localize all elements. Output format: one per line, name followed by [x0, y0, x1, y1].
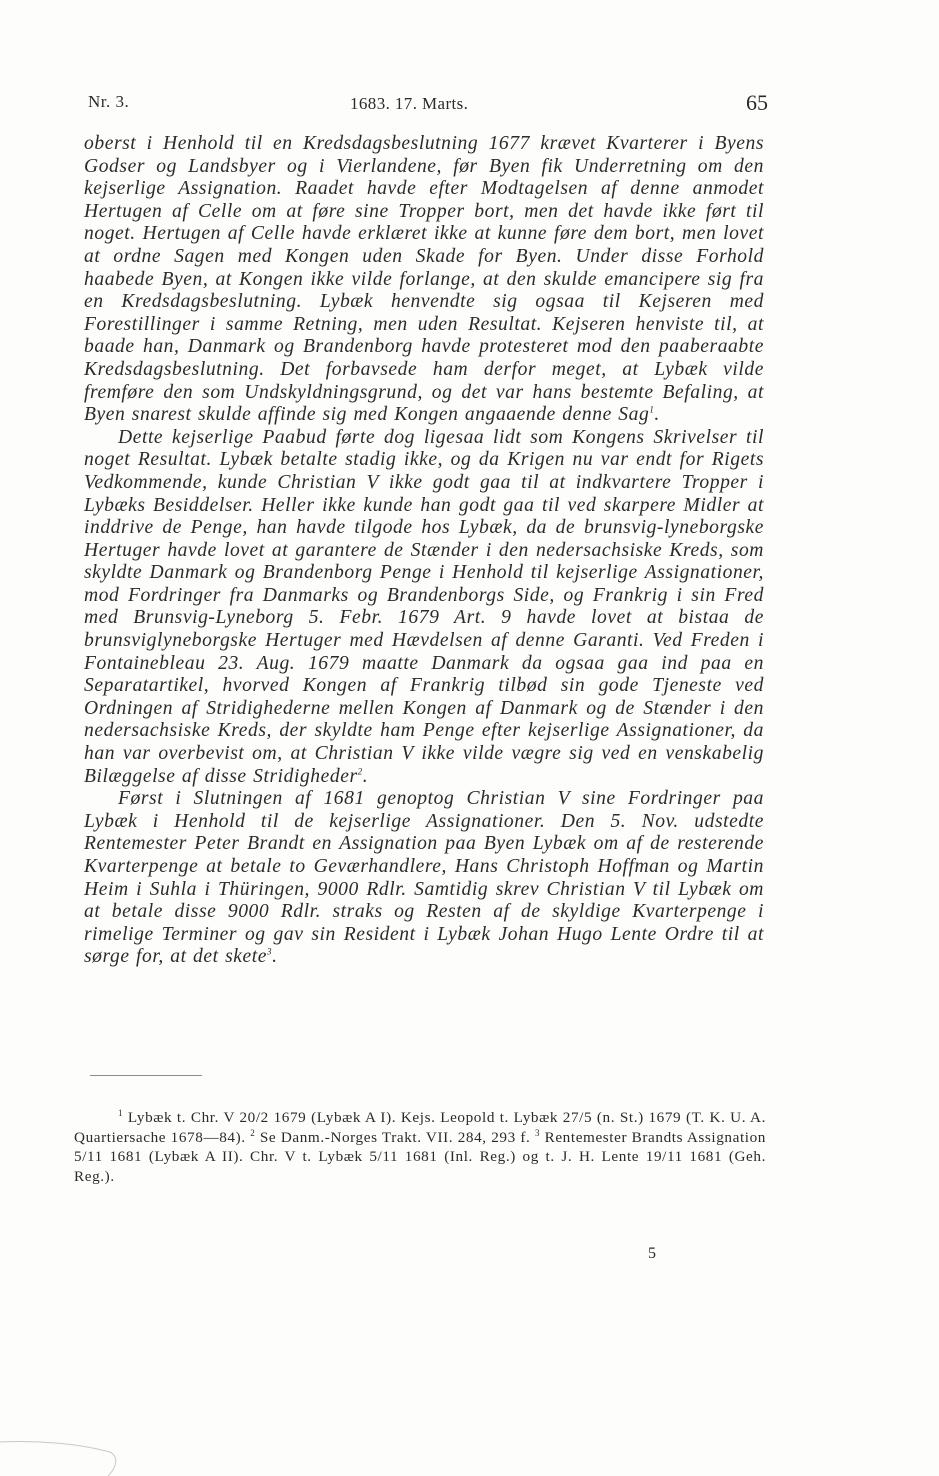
footnote-1-marker: 1	[118, 1107, 124, 1118]
signature-mark: 5	[648, 1245, 656, 1262]
running-date: 1683. 17. Marts.	[350, 94, 469, 113]
paragraph-3-text: Først i Slutningen af 1681 genoptog Christian V sine Fordringer paa Lybæk i Henhold til de kejserlige Assignationer. Den 5. Nov. udstedte Rentemester Peter Brandt en Assignation paa Byen Lybæk om af de resterende Kvarterpenge at betale to Geværhandlere, Hans Christoph Hoffman og Martin Heim i Suhla i Thüringen, 9000 Rdlr. Samtidig skrev Christian V til Lybæk om at betale disse 9000 Rdlr. straks og Resten af de skyldige Kvarterpenge i rimelige Terminer og gav sin Resident i Lybæk Johan Hugo Lente Ordre til at sørge for, at det skete	[84, 788, 764, 968]
footnote-rule	[90, 1075, 202, 1076]
footnote-3-marker: 3	[534, 1127, 541, 1138]
footnote-ref-1: 1	[649, 404, 655, 415]
footnote-3: Rentemester Brandts Assignation 5/11 1681 (Lybæk A II). Chr. V t. Lybæk 5/11 1681 (Inl. Reg.) og t. J. H. Lente 19/11 1681 (Geh. Reg.).	[74, 1128, 766, 1185]
paragraph-1: oberst i Henhold til en Kredsdagsbeslutning 1677 krævet Kvarterer i Byens Godser og Landsbyer og i Vierlandene, før Byen fik Underretning om den kejserlige Assignation. Raadet havde efter Modtagelsen af denne anmodet Hertugen af Celle om at føre sine Tropper bort, men det havde ikke ført til noget. Hertugen af Celle havde erklæret ikke at kunne føre dem bort, men lovet at ordne Sagen med Kongen uden Skade for Byen. Under disse Forhold haabede Byen, at Kongen ikke vilde forlange, at den skulde emancipere sig fra en Kredsdagsbeslutning. Lybæk henvendte sig ogsaa til Kejseren med Forestillinger i samme Retning, men uden Resultat. Kejseren henviste til, at baade han, Danmark og Brandenborg havde protesteret mod den paaberaabte Kredsdagsbeslutning. Det forbavsede ham derfor meget, at Lybæk vilde fremføre den som Undskyldningsgrund, og det var hans bestemte Befaling, at Byen snarest skulde affinde sig med Kongen angaaende denne Sag$^1$.	[84, 133, 764, 426]
main-text	[84, 133, 764, 969]
page-number: 65	[746, 90, 768, 115]
footnote-block	[74, 1108, 766, 1186]
paragraph-3: Først i Slutningen af 1681 genoptog Christian V sine Fordringer paa Lybæk i Henhold til de kejserlige Assignationer. Den 5. Nov. udstedte Rentemester Peter Brandt en Assignation paa Byen Lybæk om af de resterende Kvarterpenge at betale to Geværhandlere, Hans Christoph Hoffman og Martin Heim i Suhla i Thüringen, 9000 Rdlr. Samtidig skrev Christian V til Lybæk om at betale disse 9000 Rdlr. straks og Resten af de skyldige Kvarterpenge i rimelige Terminer og gav sin Resident i Lybæk Johan Hugo Lente Ordre til at sørge for, at det skete$^3$.	[84, 788, 764, 968]
paragraph-2: Dette kejserlige Paabud førte dog ligesaa lidt som Kongens Skrivelser til noget Resultat. Lybæk betalte stadig ikke, og da Krigen nu var endt for Rigets Vedkommende, kunde Christian V ikke godt gaa til at indkvartere Tropper i Lybæks Besiddelser. Heller ikke kunde han godt gaa til ved skarpere Midler at inddrive de Penge, han havde tilgode hos Lybæk, da de brunsvig-lyneborgske Hertuger havde lovet at garantere de Stænder i den nedersachsiske Kreds, som skyldte Danmark og Brandenborg Penge i Henhold til kejserlige Assignationer, mod Fordringer fra Danmarks og Brandenborgs Side, og Frankrig i sin Fred med Brunsvig-Lyneborg 5. Febr. 1679 Art. 9 havde lovet at bistaa de brunsviglyneborgske Hertuger med Hævdelsen af denne Garanti. Ved Freden i Fontainebleau 23. Aug. 1679 maatte Danmark da ogsaa gaa ind paa en Separatartikel, hvorved Kongen af Frankrig tilbød sin gode Tjeneste ved Ordningen af Stridighederne mellen Kongen af Danmark og de Stænder i den nedersachsiske Kreds, der skyldte ham Penge efter kejserlige Assignationer, da han var overbevist om, at Christian V ikke vilde vægre sig ved en venskabelig Bilæggelse af disse Stridigheder$^2$.	[84, 426, 764, 787]
page-curl-decoration	[0, 1404, 124, 1476]
section-number: Nr. 3.	[88, 92, 130, 111]
footnote-ref-3: 3	[267, 946, 273, 957]
footnote-2-marker: 2	[250, 1127, 256, 1138]
footnote-1: Lybæk t. Chr. V 20/2 1679 (Lybæk A I). Kejs. Leopold t. Lybæk 27/5 (n. St.) 1679 (T. K. U. A. Quartiersache 1678—84).	[74, 1109, 766, 1146]
paragraph-1-text: oberst i Henhold til en Kredsdagsbeslutning 1677 krævet Kvarterer i Byens Godser og Landsbyer og i Vierlandene, før Byen fik Underretning om den kejserlige Assignation. Raadet havde efter Modtagelsen af denne anmodet Hertugen af Celle om at føre sine Tropper bort, men det havde ikke ført til noget. Hertugen af Celle havde erklæret ikke at kunne føre dem bort, men lovet at ordne Sagen med Kongen uden Skade for Byen. Under disse Forhold haabede Byen, at Kongen ikke vilde forlange, at den skulde emancipere sig fra en Kredsdagsbeslutning. Lybæk henvendte sig ogsaa til Kejseren med Forestillinger i samme Retning, men uden Resultat. Kejseren henviste til, at baade han, Danmark og Brandenborg havde protesteret mod den paaberaabte Kredsdagsbeslutning. Det forbavsede ham derfor meget, at Lybæk vilde fremføre den som Undskyldningsgrund, og det var hans bestemte Befaling, at Byen snarest skulde affinde sig med Kongen angaaende denne Sag	[84, 133, 764, 426]
running-header	[88, 92, 768, 118]
paragraph-2-text: Dette kejserlige Paabud førte dog ligesaa lidt som Kongens Skrivelser til noget Resultat. Lybæk betalte stadig ikke, og da Krigen nu var endt for Rigets Vedkommende, kunde Christian V ikke godt gaa til at indkvartere Tropper i Lybæks Besiddelser. Heller ikke kunde han godt gaa til ved skarpere Midler at inddrive de Penge, han havde tilgode hos Lybæk, da de brunsvig-lyneborgske Hertuger havde lovet at garantere de Stænder i den nedersachsiske Kreds, som skyldte Danmark og Brandenborg Penge i Henhold til kejserlige Assignationer, mod Fordringer fra Danmarks og Brandenborgs Side, og Frankrig i sin Fred med Brunsvig-Lyneborg 5. Febr. 1679 Art. 9 havde lovet at bistaa de brunsviglyneborgske Hertuger med Hævdelsen af denne Garanti. Ved Freden i Fontainebleau 23. Aug. 1679 maatte Danmark da ogsaa gaa ind paa en Separatartikel, hvorved Kongen af Frankrig tilbød sin gode Tjeneste ved Ordningen af Stridighederne mellen Kongen af Danmark og de Stænder i den nedersachsiske Kreds, der skyldte ham Penge efter kejserlige Assignationer, da han var overbevist om, at Christian V ikke vilde vægre sig ved en venskabelig Bilæggelse af disse Stridigheder	[84, 426, 764, 787]
footnote-ref-2: 2	[357, 766, 363, 777]
footnote-2: Se Danm.-Norges Trakt. VII. 284, 293 f.	[259, 1128, 531, 1146]
footnotes	[74, 1108, 766, 1186]
